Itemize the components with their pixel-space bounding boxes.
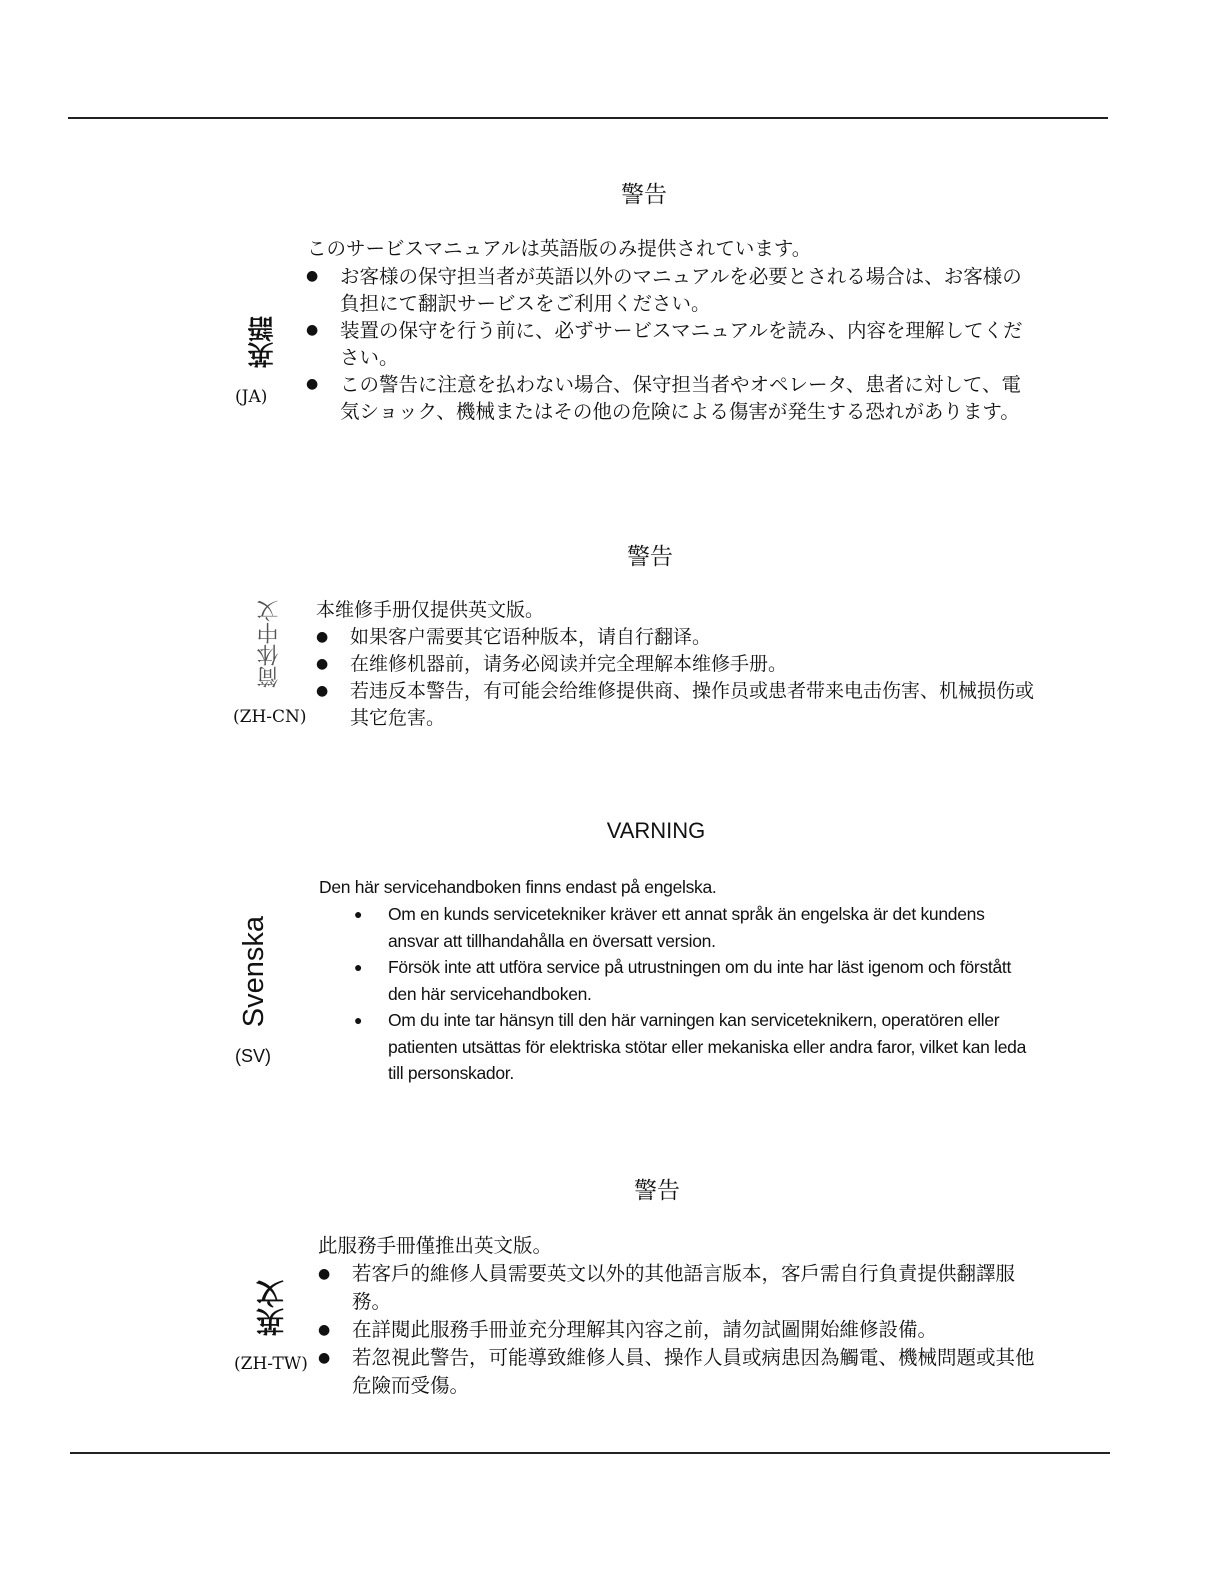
list-item: [354, 901, 1028, 954]
list-item: [316, 651, 1040, 678]
list-item-text: 装置の保守を行う前に、必ずサービスマニュアルを読み、内容を理解してください。: [340, 319, 1023, 369]
bullet-list: [318, 1260, 1042, 1400]
list-item-text: 若违反本警告，有可能会给维修提供商、操作员或患者带来电击伤害、机械损伤或其它危害。: [350, 680, 1035, 729]
list-item-text: Försök inte att utföra service på utrustningen om du inte har läst igenom och förstått den här servicehandboken.: [388, 957, 1012, 1004]
side-language-code: (JA): [235, 387, 268, 407]
bullet-icon: ●: [318, 1266, 331, 1282]
side-language-code: (ZH-TW): [234, 1354, 308, 1374]
list-item: [354, 954, 1028, 1007]
list-item-text: お客様の保守担当者が英語以外のマニュアルを必要とされる場合は、お客様の負担にて翻訳サービスをご利用ください。: [340, 265, 1022, 315]
list-item-text: Om en kunds servicetekniker kräver ett annat språk än engelska är det kundens ansvar att tillhandahålla en översatt version.: [388, 904, 985, 951]
list-item: [316, 678, 1040, 732]
list-item-text: 若忽視此警告，可能導致維修人員、操作人員或病患因為觸電、機械問題或其他危險而受傷。: [352, 1346, 1035, 1397]
intro-text: このサービスマニュアルは英語版のみ提供されています。: [307, 237, 812, 260]
bullet-icon: ●: [318, 1322, 331, 1338]
bullet-list: [316, 624, 1040, 732]
side-language-label: 简体中文: [257, 600, 282, 688]
bullet-icon: ●: [306, 322, 319, 338]
bullet-list: [354, 901, 1028, 1087]
intro-text: 此服務手冊僅推出英文版。: [318, 1234, 553, 1257]
section-heading: 警告: [634, 1178, 680, 1204]
bullet-icon: ●: [306, 376, 319, 392]
side-language-label: Svenska: [238, 916, 270, 1028]
list-item-text: 在詳閱此服務手冊並充分理解其內容之前，請勿試圖開始維修設備。: [352, 1318, 938, 1341]
bullet-icon: ●: [306, 268, 319, 284]
bullet-icon: ●: [316, 656, 329, 672]
intro-text: Den här servicehandboken finns endast på engelska.: [319, 877, 717, 897]
bullet-icon: ●: [316, 629, 329, 645]
list-item-text: 若客戶的維修人員需要英文以外的其他語言版本，客戶需自行負責提供翻譯服務。: [352, 1262, 1016, 1313]
bullet-icon: ●: [354, 959, 363, 975]
side-language-label: 英文: [255, 1280, 288, 1336]
bullet-icon: ●: [316, 683, 329, 699]
section-heading: 警告: [627, 544, 673, 570]
bullet-list: [306, 263, 1030, 425]
list-item-text: Om du inte tar hänsyn till den här varningen kan serviceteknikern, operatören eller patienten utsättas för elektriska stötar eller mekaniska eller andra faror, vilket kan leda till personskador.: [388, 1010, 1027, 1083]
bullet-icon: ●: [354, 1012, 363, 1028]
bottom-rule: [70, 1452, 1110, 1454]
list-item: [318, 1344, 1042, 1400]
list-item: [306, 317, 1030, 371]
side-language-code: (ZH-CN): [233, 707, 307, 727]
list-item-text: この警告に注意を払わない場合、保守担当者やオペレータ、患者に対して、電気ショック、機械またはその他の危険による傷害が発生する恐れがあります。: [340, 373, 1021, 423]
bullet-icon: ●: [354, 906, 363, 922]
section-heading: 警告: [621, 182, 667, 208]
side-language-code: (SV): [235, 1046, 271, 1066]
bullet-icon: ●: [318, 1350, 331, 1366]
list-item: [316, 624, 1040, 651]
list-item: [306, 263, 1030, 317]
list-item-text: 如果客户需要其它语种版本，请自行翻译。: [350, 626, 712, 648]
list-item: [318, 1316, 1042, 1344]
list-item: [354, 1007, 1028, 1087]
list-item: [318, 1260, 1042, 1316]
intro-text: 本维修手册仅提供英文版。: [316, 599, 545, 621]
list-item: [306, 371, 1030, 425]
section-heading: VARNING: [606, 818, 706, 843]
top-rule: [68, 117, 1108, 119]
side-language-label: 英語: [248, 316, 278, 368]
list-item-text: 在维修机器前，请务必阅读并完全理解本维修手册。: [350, 653, 788, 675]
